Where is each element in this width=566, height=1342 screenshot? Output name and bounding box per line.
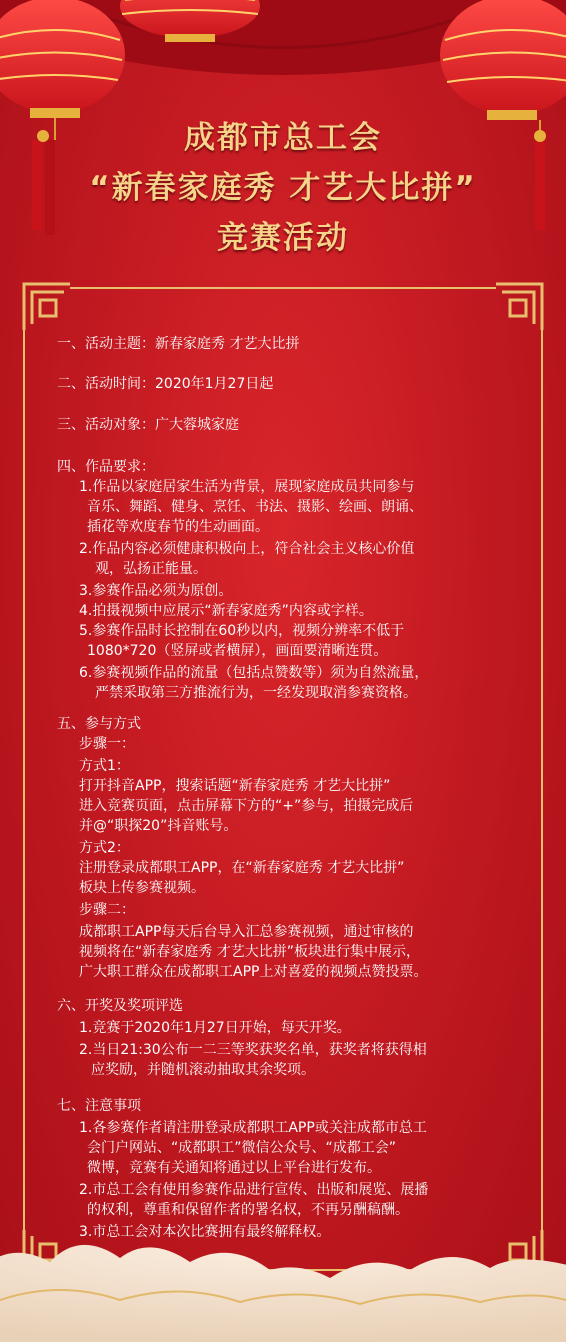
list-item: 步骤二： [79,902,135,918]
list-item: 严禁采取第三方推流行为，一经发现取消参赛资格。 [95,685,417,701]
section-requirements-heading: 四、作品要求： [57,459,155,475]
list-item: 2.市总工会有使用参赛作品进行宣传、出版和展览、展播 [79,1182,429,1198]
section-theme: 一、活动主题：新春家庭秀 才艺大比拼 [57,336,300,352]
list-item: 微博，竞赛有关通知将通过以上平台进行发布。 [87,1160,381,1176]
title-line-2: “新春家庭秀 才艺大比拼” [89,170,477,206]
list-item: 进入竞赛页面，点击屏幕下方的“+”参与，拍摄完成后 [79,798,414,814]
list-item: 1.竞赛于2020年1月27日开始，每天开奖。 [79,1020,351,1036]
section-participation-heading: 五、参与方式 [57,716,141,732]
list-item: 3.市总工会对本次比赛拥有最终解释权。 [79,1224,331,1240]
list-item: 2.当日21:30公布一二三等奖获奖名单，获奖者将获得相 [79,1042,427,1058]
list-item: 3.参赛作品必须为原创。 [79,583,233,599]
list-item: 2.作品内容必须健康积极向上，符合社会主义核心价值 [79,541,415,557]
list-item: 1080*720（竖屏或者横屏），画面要清晰连贯。 [87,643,388,659]
list-item: 会门户网站、“成都职工”微信公众号、“成都工会” [87,1140,397,1156]
title-line-1: 成都市总工会 [184,120,382,156]
list-item: 5.参赛作品时长控制在60秒以内，视频分辨率不低于 [79,623,405,639]
list-item: 广大职工群众在成都职工APP上对喜爱的视频点赞投票。 [79,964,428,980]
section-awards-heading: 六、开奖及奖项评选 [57,998,183,1014]
list-item: 1.各参赛作者请注册登录成都职工APP或关注成都市总工 [79,1120,427,1136]
list-item: 方式1： [79,758,130,774]
list-item: 1.作品以家庭居家生活为背景，展现家庭成员共同参与 [79,479,415,495]
list-item: 音乐、舞蹈、健身、烹饪、书法、摄影、绘画、朗诵、 [87,499,423,515]
list-item: 的权利，尊重和保留作者的署名权，不再另酬稿酬。 [87,1202,409,1218]
section-audience: 三、活动对象：广大蓉城家庭 [57,417,239,433]
list-item: 打开抖音APP，搜索话题“新春家庭秀 才艺大比拼” [79,778,391,794]
list-item: 板块上传参赛视频。 [79,880,205,896]
list-item: 插花等欢度春节的生动画面。 [87,519,269,535]
list-item: 成都职工APP每天后台导入汇总参赛视频，通过审核的 [79,924,414,940]
list-item: 步骤一： [79,736,135,752]
list-item: 6.参赛视频作品的流量（包括点赞数等）须为自然流量， [79,665,429,681]
list-item: 观，弘扬正能量。 [95,561,207,577]
section-time: 二、活动时间：2020年1月27日起 [57,376,274,392]
list-item: 注册登录成都职工APP，在“新春家庭秀 才艺大比拼” [79,860,405,876]
list-item: 4.拍摄视频中应展示“新春家庭秀”内容或字样。 [79,603,373,619]
list-item: 方式2： [79,840,130,856]
title-line-3: 竞赛活动 [217,220,349,256]
list-item: 视频将在“新春家庭秀 才艺大比拼”板块进行集中展示， [79,944,420,960]
list-item: 并@“职探20”抖音账号。 [79,818,238,834]
bottom-clouds-icon [0,1245,566,1342]
section-notes-heading: 七、注意事项 [57,1098,141,1114]
list-item: 应奖励，并随机滚动抽取其余奖项。 [91,1062,315,1078]
